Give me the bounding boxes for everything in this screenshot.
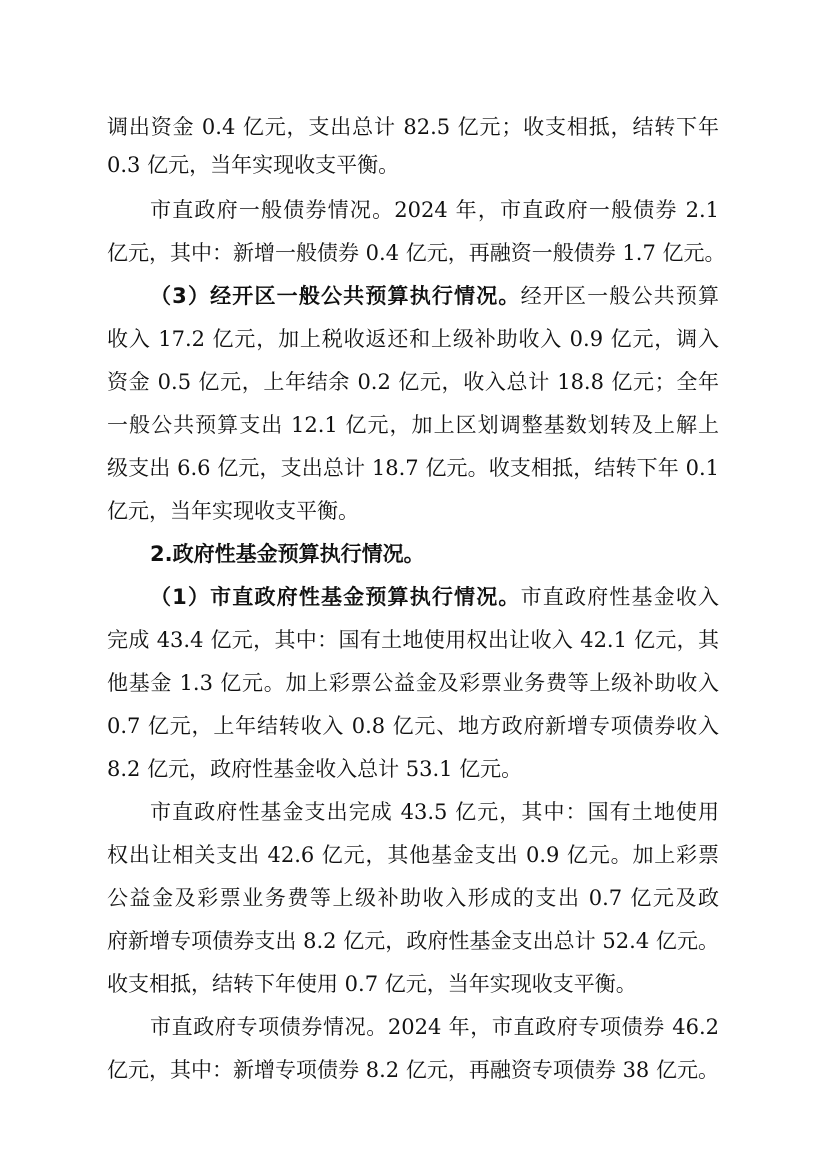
text-line-19: 公益金及彩票业务费等上级补助收入形成的支出 0.7 亿元及政 — [107, 886, 719, 910]
text-line-14: 他基金 1.3 亿元。加上彩票公益金及彩票业务费等上级补助收入 — [107, 671, 719, 695]
text-line-2: 0.3 亿元，当年实现收支平衡。 — [107, 153, 400, 177]
text-line-10: 亿元，当年实现收支平衡。 — [107, 499, 359, 523]
text-line-20: 府新增专项债券支出 8.2 亿元，政府性基金支出总计 52.4 亿元。 — [107, 929, 719, 953]
section-title-2: 2.政府性基金预算执行情况。 — [150, 542, 425, 566]
text-line-8: 一般公共预算支出 12.1 亿元，加上区划调整基数划转及上解上 — [107, 413, 719, 437]
text-line-6: 收入 17.2 亿元，加上税收返还和上级补助收入 0.9 亿元，调入 — [107, 327, 719, 351]
text-line-5 — [150, 276, 719, 316]
text-line-4: 亿元，其中：新增一般债券 0.4 亿元，再融资一般债券 1.7 亿元。 — [107, 241, 726, 265]
text-line-23: 亿元，其中：新增专项债券 8.2 亿元，再融资专项债券 38 亿元。 — [107, 1058, 719, 1082]
section-heading-1-text: 市直政府性基金收入 — [520, 585, 719, 609]
section-heading-1: （1）市直政府性基金预算执行情况。 — [150, 585, 521, 609]
text-line-9: 级支出 6.6 亿元，支出总计 18.7 亿元。收支相抵，结转下年 0.1 — [107, 456, 719, 480]
text-line-13: 完成 43.4 亿元，其中：国有土地使用权出让收入 42.1 亿元，其 — [107, 628, 719, 652]
text-line-7: 资金 0.5 亿元，上年结余 0.2 亿元，收入总计 18.8 亿元；全年 — [107, 370, 719, 394]
text-line-17: 市直政府性基金支出完成 43.5 亿元，其中：国有土地使用 — [150, 800, 719, 824]
section-heading-3: （3）经开区一般公共预算执行情况。 — [150, 284, 521, 308]
text-line-22: 市直政府专项债券情况。2024 年，市直政府专项债券 46.2 — [150, 1015, 719, 1039]
text-line-1: 调出资金 0.4 亿元，支出总计 82.5 亿元；收支相抵，结转下年 — [107, 115, 719, 139]
text-line-3: 市直政府一般债券情况。2024 年，市直政府一般债券 2.1 — [150, 198, 719, 222]
text-line-21: 收支相抵，结转下年使用 0.7 亿元，当年实现收支平衡。 — [107, 972, 637, 996]
text-line-12 — [150, 577, 719, 617]
text-line-18: 权出让相关支出 42.6 亿元，其他基金支出 0.9 亿元。加上彩票 — [107, 843, 719, 867]
section-heading-3-text: 经开区一般公共预算 — [520, 284, 719, 308]
text-line-16: 8.2 亿元，政府性基金收入总计 53.1 亿元。 — [107, 757, 523, 781]
text-line-15: 0.7 亿元，上年结转收入 0.8 亿元、地方政府新增专项债券收入 — [107, 714, 719, 738]
